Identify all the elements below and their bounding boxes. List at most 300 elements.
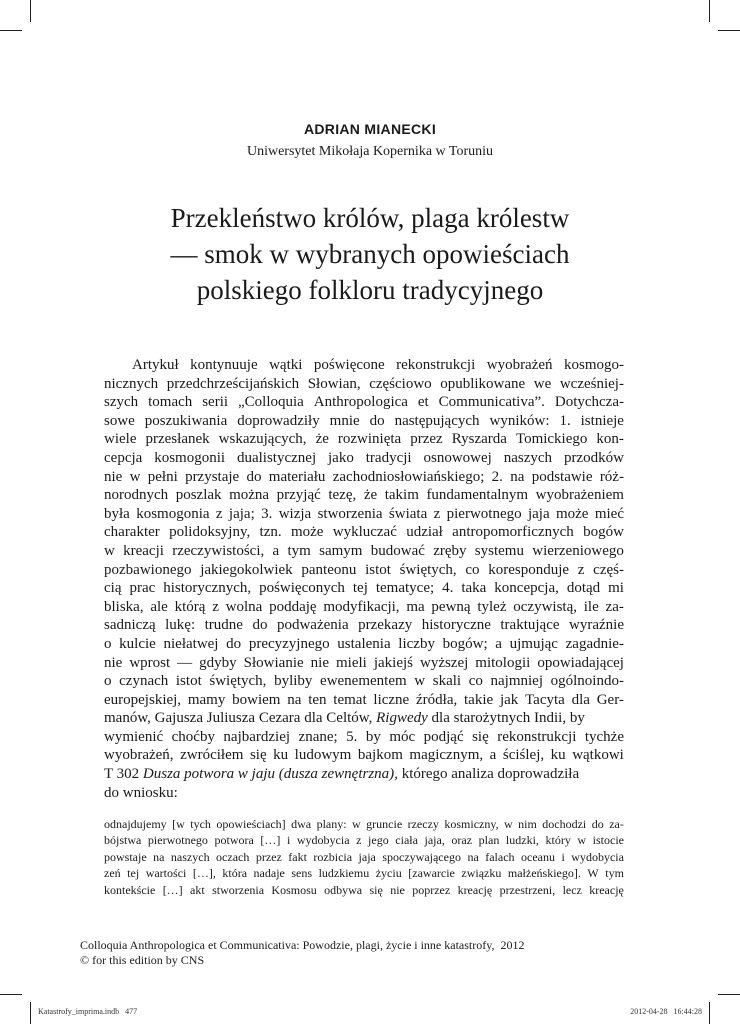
word: podważenia bbox=[276, 617, 349, 634]
word: […] bbox=[162, 882, 183, 897]
word: Słowianie bbox=[243, 654, 304, 671]
word: następujących bbox=[394, 412, 480, 429]
word: nie bbox=[310, 654, 329, 671]
word: istocie bbox=[592, 833, 624, 848]
word: poszlak bbox=[175, 487, 222, 504]
word: kosmogonii bbox=[154, 449, 226, 466]
body-line bbox=[104, 505, 624, 524]
word: ludzkiemu bbox=[318, 866, 370, 881]
word: stworzenia bbox=[317, 505, 383, 522]
word: ustalenia bbox=[337, 635, 391, 652]
body-line bbox=[104, 449, 624, 468]
word: życiu bbox=[375, 866, 402, 881]
word: charakter bbox=[104, 524, 160, 541]
body-text: manów, Gajusza Juliusza Cezara dla Celtów, bbox=[104, 710, 377, 727]
word: budować bbox=[370, 542, 425, 559]
word: plan bbox=[478, 833, 500, 848]
word: który bbox=[545, 833, 571, 848]
word: czynach bbox=[119, 673, 169, 690]
word: oraz bbox=[451, 833, 473, 848]
word: panteonu bbox=[301, 561, 357, 578]
word: Ger- bbox=[596, 691, 624, 708]
word: częściowo bbox=[369, 375, 432, 392]
word: co bbox=[468, 673, 483, 690]
word: móc bbox=[389, 728, 416, 745]
word: fakt bbox=[288, 849, 307, 864]
word: Słowian, bbox=[307, 375, 361, 392]
word: zręby bbox=[433, 542, 467, 559]
word: opowiadającej bbox=[537, 654, 624, 671]
crop-mark-top-right-h bbox=[718, 30, 740, 31]
word: prac bbox=[129, 580, 156, 597]
word: tyleż bbox=[477, 598, 507, 615]
word: takim bbox=[384, 487, 419, 504]
word: […], bbox=[192, 866, 216, 881]
author-affiliation: Uniwersytet Mikołaja Kopernika w Toruniu bbox=[246, 144, 494, 159]
word: stworzenia bbox=[212, 882, 265, 897]
word: z bbox=[577, 561, 585, 578]
word: na bbox=[153, 849, 165, 864]
word: a bbox=[489, 747, 497, 764]
word: odnajdujemy bbox=[104, 817, 167, 831]
word: liczne bbox=[373, 691, 410, 708]
word: 4. bbox=[442, 580, 454, 597]
word: o bbox=[104, 635, 112, 652]
abstract-body bbox=[104, 356, 624, 802]
word: ewenementem bbox=[320, 673, 407, 690]
word: tej bbox=[127, 866, 140, 881]
word: przedchrześcijańskich bbox=[166, 375, 300, 392]
word: wyobrażeń, bbox=[104, 747, 174, 764]
word: znane; bbox=[298, 728, 338, 745]
word: nie bbox=[104, 654, 123, 671]
word: kosmogo- bbox=[564, 357, 624, 373]
word: można bbox=[229, 487, 270, 504]
word: tych bbox=[190, 817, 211, 831]
word: tomach bbox=[148, 394, 193, 411]
crop-mark-top-right-v bbox=[709, 0, 710, 22]
word: falach bbox=[485, 849, 515, 864]
body-line bbox=[104, 356, 624, 375]
page-footer bbox=[80, 938, 640, 968]
word: wierzeniowego bbox=[532, 542, 624, 559]
word: jako bbox=[328, 449, 354, 466]
word: częś- bbox=[593, 561, 624, 578]
word: przestrzeni, bbox=[499, 882, 556, 897]
word: poświęcone bbox=[313, 357, 385, 373]
body-line bbox=[104, 393, 624, 412]
word: pewną bbox=[431, 598, 471, 615]
author-name: ADRIAN MIANECKI bbox=[303, 121, 437, 137]
word: Ryszarda bbox=[451, 431, 507, 448]
word: mieć bbox=[594, 505, 624, 522]
word: Tomickiego bbox=[515, 431, 588, 448]
word: gdyby bbox=[199, 654, 237, 671]
article-title bbox=[60, 200, 680, 308]
word: dotąd bbox=[566, 580, 601, 597]
word: oczach bbox=[216, 849, 250, 864]
word: wątkowi bbox=[572, 747, 624, 764]
word: świętych, bbox=[399, 561, 457, 578]
word: poszukiwania bbox=[144, 412, 228, 429]
word: wymienić bbox=[104, 728, 164, 745]
word: cią bbox=[104, 580, 122, 597]
word: za- bbox=[609, 817, 624, 831]
word: do bbox=[369, 412, 385, 429]
word: pozbawionego bbox=[104, 561, 192, 578]
title-line: — smok w wybranych opowieściach bbox=[170, 239, 570, 269]
body-line bbox=[104, 691, 624, 710]
word: tzn. bbox=[259, 524, 282, 541]
word: polidoksyjny, bbox=[169, 524, 251, 541]
word: w bbox=[577, 833, 587, 848]
word: w bbox=[504, 817, 513, 831]
body-italic-text: Rigwedy bbox=[376, 710, 428, 727]
word: powstaje bbox=[104, 849, 147, 864]
word: istot bbox=[175, 673, 202, 690]
word: 3. bbox=[261, 505, 273, 522]
word: opowieściach] bbox=[216, 817, 286, 831]
word: i bbox=[561, 849, 565, 864]
body-line bbox=[104, 672, 624, 691]
block-quote bbox=[104, 816, 624, 898]
crop-mark-top-left-h bbox=[0, 30, 22, 31]
word: Communicativa”. bbox=[438, 394, 545, 411]
word: nadaje bbox=[253, 866, 285, 881]
word: antropomorficznych bbox=[452, 524, 574, 541]
word: et bbox=[417, 394, 429, 411]
word: rozwinięta bbox=[337, 431, 402, 448]
word: pierwotnego bbox=[147, 833, 208, 848]
word: bliska, bbox=[104, 598, 144, 615]
word: co bbox=[465, 561, 480, 578]
word: trudne bbox=[204, 617, 243, 634]
word: tym bbox=[287, 542, 311, 559]
word: nicznych bbox=[104, 375, 159, 392]
word: z bbox=[215, 505, 223, 522]
word: bajkom bbox=[357, 747, 403, 764]
body-text: dla starożytnych Indii, by bbox=[427, 710, 585, 727]
word: ogólnoindo- bbox=[550, 673, 624, 690]
body-line: do wniosku: bbox=[104, 784, 178, 801]
body-line bbox=[104, 412, 624, 431]
word: o bbox=[104, 673, 112, 690]
word: przystaje bbox=[185, 468, 240, 485]
word: Artykuł bbox=[132, 357, 179, 373]
word: świętych, bbox=[209, 673, 267, 690]
word: w bbox=[104, 542, 115, 559]
word: i bbox=[286, 833, 291, 848]
word: ma bbox=[406, 598, 425, 615]
word: wyobrażeń bbox=[486, 357, 553, 373]
word: przez bbox=[255, 849, 282, 864]
word: opublikowane bbox=[440, 375, 526, 392]
crop-mark-bottom-right-h bbox=[718, 994, 740, 995]
word: naszych bbox=[503, 449, 553, 466]
word: sadniczą bbox=[104, 617, 156, 634]
word: oceanu bbox=[521, 849, 555, 864]
word: mamy bbox=[187, 691, 226, 708]
word: gruncie bbox=[366, 817, 403, 831]
word: Tacyta bbox=[525, 691, 565, 708]
word: tej bbox=[352, 580, 368, 597]
word: wizja bbox=[278, 505, 312, 522]
word: [zawarcie bbox=[408, 866, 455, 881]
body-line bbox=[104, 486, 624, 505]
word: oczywistą, bbox=[513, 598, 577, 615]
word: na bbox=[467, 849, 479, 864]
word: ludzki, bbox=[505, 833, 539, 848]
word: dwa bbox=[291, 817, 312, 831]
word: systemu bbox=[474, 542, 524, 559]
word: 1. bbox=[559, 412, 571, 429]
word: ku bbox=[550, 747, 566, 764]
word: historyczne bbox=[421, 617, 491, 634]
word: plany: bbox=[316, 817, 347, 831]
word: ciała bbox=[395, 833, 418, 848]
word: przodków bbox=[563, 449, 624, 466]
title-line: polskiego folkloru tradycyjnego bbox=[196, 275, 544, 305]
word: się bbox=[369, 882, 383, 897]
word: […] bbox=[260, 833, 281, 848]
word: rozbicia bbox=[313, 849, 353, 864]
body-line bbox=[104, 765, 624, 784]
word: z bbox=[356, 833, 362, 848]
word: przyjąć bbox=[276, 487, 321, 504]
word: wydobycia bbox=[296, 833, 350, 848]
word: tradycji bbox=[365, 449, 412, 466]
word: a bbox=[272, 542, 280, 559]
word: wydobycia bbox=[571, 849, 624, 864]
word: tematyce; bbox=[375, 580, 435, 597]
word: która bbox=[222, 866, 248, 881]
word: nim bbox=[518, 817, 537, 831]
word: nie bbox=[390, 882, 405, 897]
word: istot bbox=[365, 561, 391, 578]
word: na bbox=[287, 691, 302, 708]
word: kreację bbox=[457, 882, 493, 897]
body-line bbox=[104, 542, 624, 561]
word: związku bbox=[461, 866, 502, 881]
word: zwróciłem bbox=[180, 747, 244, 764]
word: przesłanek bbox=[145, 431, 210, 448]
word: by bbox=[365, 728, 381, 745]
word: wątki bbox=[269, 357, 303, 373]
word: zachodniosłowiańskiego; bbox=[332, 468, 485, 485]
word: choćby bbox=[171, 728, 215, 745]
word: tychże bbox=[584, 728, 624, 745]
word: historycznych, bbox=[163, 580, 252, 597]
word: serii bbox=[202, 394, 229, 411]
word: modyfikacji, bbox=[323, 598, 400, 615]
word: mnie bbox=[329, 412, 360, 429]
quote-line bbox=[104, 849, 624, 865]
body-italic-text: Dusza potwora w jaju (dusza zewnętrzna) bbox=[142, 766, 395, 783]
title-line: Przekleństwo królów, plaga królestw bbox=[170, 203, 570, 233]
word: byliby bbox=[274, 673, 313, 690]
word: kontynuuje bbox=[190, 357, 258, 373]
word: lecz bbox=[562, 882, 582, 897]
word: wolna bbox=[225, 598, 263, 615]
word: najbardziej bbox=[223, 728, 291, 745]
word: zagadnie- bbox=[565, 635, 624, 652]
word: sens bbox=[291, 866, 313, 881]
word: traktujące bbox=[500, 617, 560, 634]
word: wprost bbox=[129, 654, 171, 671]
word: w bbox=[352, 817, 361, 831]
word: samym bbox=[319, 542, 363, 559]
word: rzeczywistości, bbox=[172, 542, 265, 559]
print-slug-left: Katastrofy_imprima.indb 477 bbox=[38, 1007, 138, 1016]
word: wiele bbox=[104, 431, 137, 448]
crop-mark-bottom-right-v bbox=[709, 1002, 710, 1024]
word: kreacji bbox=[123, 542, 164, 559]
word: Dotychcza- bbox=[554, 394, 624, 411]
word: ku bbox=[273, 747, 289, 764]
word: z bbox=[433, 505, 441, 522]
word: jaja; bbox=[228, 505, 255, 522]
word: mitologii bbox=[475, 654, 531, 671]
word: 2. bbox=[491, 468, 503, 485]
word: dochodzi bbox=[542, 817, 587, 831]
word: tym bbox=[605, 866, 624, 881]
word: koncepcja, bbox=[494, 580, 559, 597]
word: cepcja bbox=[104, 449, 143, 466]
word: udział bbox=[406, 524, 443, 541]
word: kon- bbox=[596, 431, 624, 448]
word: najmniej bbox=[490, 673, 544, 690]
word: źródła, bbox=[416, 691, 458, 708]
word: którą bbox=[174, 598, 206, 615]
word: jakiejś bbox=[373, 654, 413, 671]
word: mieli bbox=[336, 654, 367, 671]
word: rekonstrukcji bbox=[396, 357, 476, 373]
word: wyobrażeniem bbox=[535, 487, 624, 504]
body-line bbox=[104, 616, 624, 635]
word: na bbox=[510, 468, 525, 485]
word: koresponduje bbox=[488, 561, 570, 578]
body-line bbox=[104, 579, 624, 598]
quote-line bbox=[104, 832, 624, 848]
crop-mark-bottom-left-v bbox=[30, 1002, 31, 1024]
word: liczby bbox=[398, 635, 435, 652]
word: a bbox=[495, 635, 502, 652]
body-line bbox=[104, 635, 624, 654]
word: wcześniej- bbox=[559, 375, 624, 392]
body-line bbox=[104, 728, 624, 747]
word: pełni bbox=[147, 468, 178, 485]
word: za- bbox=[605, 598, 624, 615]
word: mi bbox=[608, 580, 624, 597]
word: dla bbox=[571, 691, 590, 708]
word: kontekście bbox=[104, 882, 156, 897]
print-slug-right: 2012-04-28 16:44:28 bbox=[630, 1007, 702, 1016]
quote-line bbox=[104, 816, 624, 832]
body-line bbox=[104, 598, 624, 617]
word: sowe bbox=[104, 412, 135, 429]
word: wskazujących, bbox=[218, 431, 307, 448]
quote-line bbox=[104, 865, 624, 881]
word: przekazy bbox=[358, 617, 413, 634]
word: pierwotnego bbox=[446, 505, 522, 522]
word: akt bbox=[190, 882, 205, 897]
word: ludowym bbox=[294, 747, 352, 764]
word: do bbox=[252, 617, 268, 634]
word: ściślej, bbox=[502, 747, 545, 764]
word: bowiem bbox=[232, 691, 281, 708]
word: przez bbox=[410, 431, 443, 448]
word: ujmując bbox=[509, 635, 558, 652]
word: w bbox=[414, 673, 426, 690]
body-line bbox=[104, 375, 624, 394]
word: 5. bbox=[346, 728, 358, 745]
word: bogów bbox=[583, 524, 624, 541]
word: szych bbox=[104, 394, 139, 411]
word: ile bbox=[583, 598, 599, 615]
crop-mark-top-left-v bbox=[30, 0, 31, 22]
word: zeń bbox=[104, 866, 121, 881]
word: się bbox=[472, 728, 489, 745]
word: spoczywającego bbox=[382, 849, 461, 864]
word: jak bbox=[499, 691, 519, 708]
word: wartości bbox=[145, 866, 187, 881]
body-line bbox=[104, 746, 624, 765]
word: kosmiczny, bbox=[444, 817, 499, 831]
word: może bbox=[290, 524, 324, 541]
word: do bbox=[591, 817, 604, 831]
word: [w bbox=[172, 817, 185, 831]
body-line bbox=[104, 468, 624, 487]
word: poprzez bbox=[412, 882, 451, 897]
word: małżeńskiego]. bbox=[507, 866, 581, 881]
body-text: , którego analiza doprowadziła bbox=[394, 766, 580, 783]
word: podjąć bbox=[423, 728, 464, 745]
word: naszych bbox=[170, 849, 210, 864]
word: rzeczy bbox=[407, 817, 439, 831]
word: jakiegokolwiek bbox=[200, 561, 293, 578]
word: ten bbox=[308, 691, 327, 708]
word: „Colloquia bbox=[238, 394, 304, 411]
word: we bbox=[533, 375, 552, 392]
word: do bbox=[246, 468, 262, 485]
word: róż- bbox=[599, 468, 624, 485]
word: Anthropologica bbox=[313, 394, 408, 411]
quote-line bbox=[104, 882, 624, 898]
word: jaja bbox=[358, 849, 376, 864]
word: wyższej bbox=[419, 654, 469, 671]
word: jego bbox=[368, 833, 389, 848]
word: poddaję bbox=[269, 598, 317, 615]
footer-copyright-line: © for this edition by CNS bbox=[80, 953, 205, 967]
crop-mark-bottom-left-h bbox=[0, 994, 22, 995]
word: wyraźnie bbox=[569, 617, 624, 634]
word: W bbox=[587, 866, 599, 881]
word: tezę, bbox=[328, 487, 357, 504]
word: że bbox=[363, 487, 378, 504]
word: odbywa bbox=[324, 882, 363, 897]
word: rekonstrukcji bbox=[497, 728, 577, 745]
word: doprowadziły bbox=[237, 412, 320, 429]
word: dualistycznej bbox=[236, 449, 317, 466]
word: poświęconych bbox=[259, 580, 345, 597]
word: bogów; bbox=[442, 635, 488, 652]
word: niełatwej bbox=[163, 635, 219, 652]
word: taka bbox=[461, 580, 487, 597]
word: świata bbox=[388, 505, 428, 522]
word: norodnych bbox=[104, 487, 169, 504]
word: lukę: bbox=[165, 617, 196, 634]
word: że bbox=[315, 431, 329, 448]
